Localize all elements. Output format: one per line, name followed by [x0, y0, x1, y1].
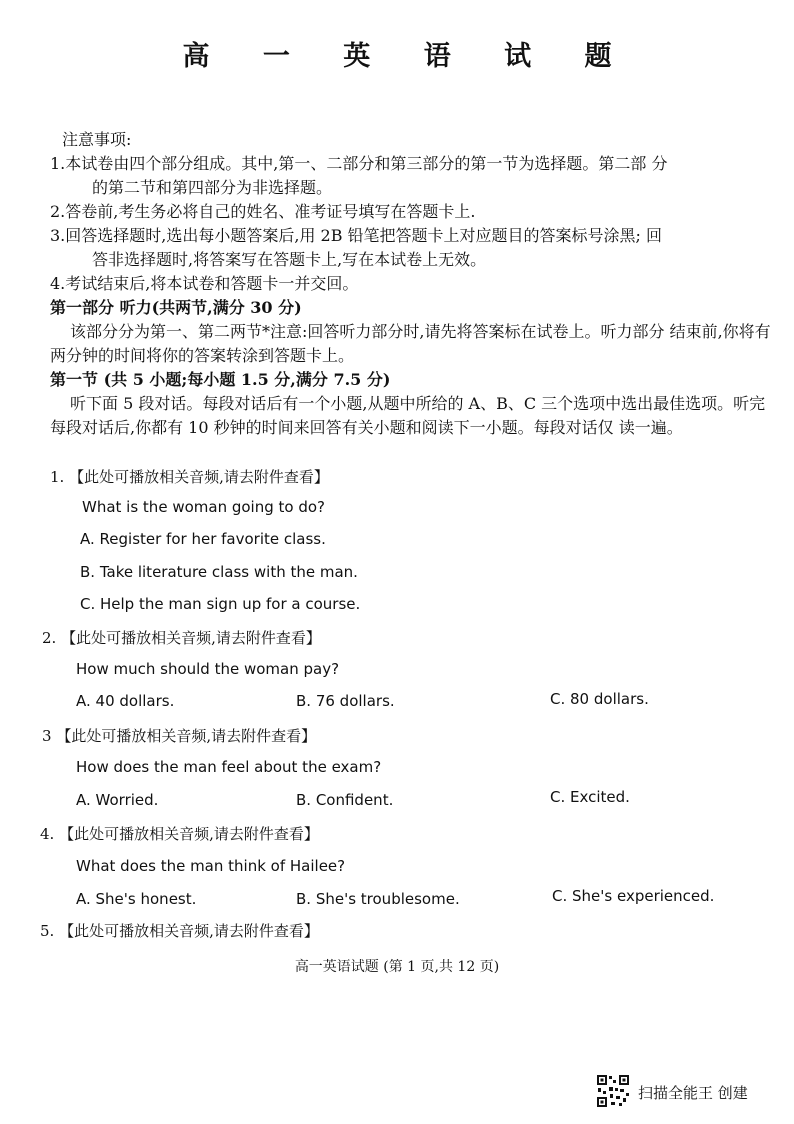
note-line: 1.本试卷由四个部分组成。其中,第一、二部分和第三部分的第一节为选择题。第二部 分	[50, 154, 668, 173]
question-number: 5.	[40, 922, 55, 940]
question-3-option-a[interactable]: A. Worried.	[76, 791, 159, 809]
question-1-prompt: What is the woman going to do?	[82, 498, 325, 516]
scanner-watermark: 扫描全能王 创建	[638, 1084, 748, 1102]
question-number: 1.	[50, 468, 65, 486]
question-4-audio[interactable]	[40, 823, 319, 844]
audio-placeholder: 【此处可播放相关音频,请去附件查看】	[56, 727, 317, 745]
question-1-option-b[interactable]: B. Take literature class with the man.	[80, 563, 358, 581]
question-1-option-a[interactable]: A. Register for her favorite class.	[80, 530, 326, 548]
question-4-prompt: What does the man think of Hailee?	[76, 857, 346, 875]
question-4-option-a[interactable]: A. She's honest.	[76, 890, 197, 908]
question-2-audio[interactable]	[42, 627, 321, 648]
question-2-option-c[interactable]: C. 80 dollars.	[550, 690, 649, 708]
question-number: 2.	[42, 629, 57, 647]
audio-placeholder: 【此处可播放相关音频,请去附件查看】	[59, 922, 319, 940]
page-footer: 高一英语试题 (第 1 页,共 12 页)	[294, 959, 500, 975]
section1-intro: 听下面 5 段对话。每段对话后有一个小题,从题中所给的 A、B、C 三个选项中选出最佳选项。听完每段对话后,你都有 10 秒钟的时间来回答有关小题和阅读下一小题。每段对话仅 读一遍。	[50, 394, 766, 437]
qr-code-icon	[596, 1074, 630, 1108]
part1-heading: 第一部分 听力(共两节,满分 30 分)	[50, 298, 302, 317]
note-line: 的第二节和第四部分为非选择题。	[92, 178, 333, 197]
question-2-prompt: How much should the woman pay?	[76, 660, 340, 678]
question-4-option-b[interactable]: B. She's troublesome.	[296, 890, 460, 908]
page-title: 高 一 英 语 试 题	[182, 41, 634, 72]
question-5-audio[interactable]	[40, 920, 319, 941]
question-2-option-a[interactable]: A. 40 dollars.	[76, 692, 175, 710]
question-3-option-c[interactable]: C. Excited.	[550, 788, 630, 806]
question-3-prompt: How does the man feel about the exam?	[76, 758, 382, 776]
instructions	[50, 128, 780, 440]
question-number: 3	[42, 727, 52, 745]
audio-placeholder: 【此处可播放相关音频,请去附件查看】	[61, 629, 321, 647]
part1-intro: 该部分分为第一、第二两节*注意:回答听力部分时,请先将答案标在试卷上。听力部分 结束前,你将有两分钟的时间将你的答案转涂到答题卡上。	[50, 322, 771, 365]
question-1-option-c[interactable]: C. Help the man sign up for a course.	[80, 595, 361, 613]
question-1-audio[interactable]	[50, 466, 329, 487]
note-line: 4.考试结束后,将本试卷和答题卡一并交回。	[50, 274, 359, 293]
note-line: 3.回答选择题时,选出每小题答案后,用 2B 铅笔把答题卡上对应题目的答案标号涂黑; 回	[50, 226, 663, 245]
note-line: 答非选择题时,将答案写在答题卡上,写在本试卷上无效。	[92, 250, 487, 269]
question-3-option-b[interactable]: B. Confident.	[296, 791, 394, 809]
question-number: 4.	[40, 825, 55, 843]
notes-heading: 注意事项:	[62, 130, 132, 149]
question-3-audio[interactable]	[42, 725, 316, 746]
question-4-option-c[interactable]: C. She's experienced.	[552, 887, 715, 905]
audio-placeholder: 【此处可播放相关音频,请去附件查看】	[59, 825, 319, 843]
section1-heading: 第一节 (共 5 小题;每小题 1.5 分,满分 7.5 分)	[50, 370, 391, 389]
note-line: 2.答卷前,考生务必将自己的姓名、准考证号填写在答题卡上.	[50, 202, 476, 221]
question-2-option-b[interactable]: B. 76 dollars.	[296, 692, 395, 710]
audio-placeholder: 【此处可播放相关音频,请去附件查看】	[69, 468, 329, 486]
